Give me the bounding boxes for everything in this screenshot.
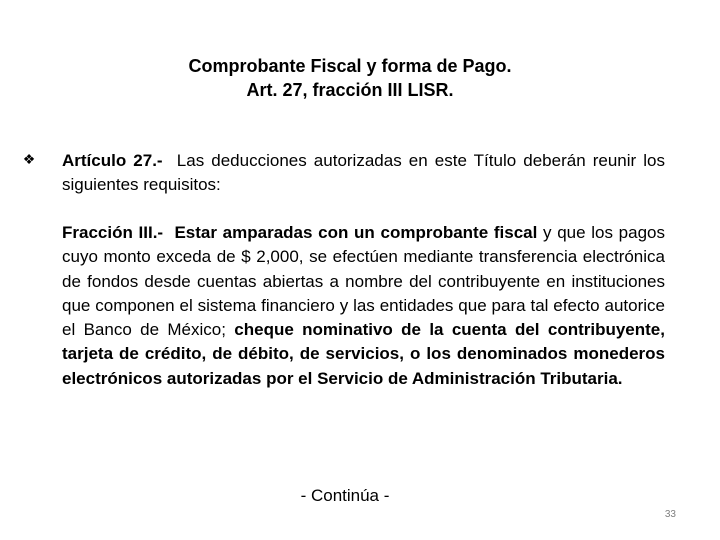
article-label: Artículo 27.-	[62, 151, 163, 170]
article-paragraph	[62, 149, 665, 198]
article-text: Las deducciones autorizadas en este Título deberán reunir los siguientes requisitos:	[62, 151, 665, 195]
title-line-1: Comprobante Fiscal y forma de Pago.	[188, 56, 512, 76]
fraction-paragraph	[62, 221, 665, 391]
continua-label: - Continúa -	[300, 486, 390, 505]
fraction-text: y que los pagos cuyo monto exceda de $ 2,000, se efectúen mediante transferencia electrónica de fondos desde cuentas abiertas a nombre del contribuyente en instituciones que componen el sistema financiero y las entidades que para tal efecto autorice el Banco de México;	[62, 223, 665, 340]
fraction-bold-tail: cheque nominativo de la cuenta del contribuyente, tarjeta de crédito, de débito, de servicios, o los denominados monederos electrónicos autorizadas por el Servicio de Administración Tributaria.	[62, 320, 665, 388]
fraction-label: Fracción III.-	[62, 223, 164, 242]
fraction-bold-lead: Estar amparadas con un comprobante fiscal	[174, 223, 538, 242]
page-number: 33	[664, 509, 676, 520]
slide-title	[0, 54, 700, 102]
title-line-2: Art. 27, fracción III LISR.	[246, 80, 454, 100]
diamond-bullet-icon: ❖	[22, 151, 36, 167]
